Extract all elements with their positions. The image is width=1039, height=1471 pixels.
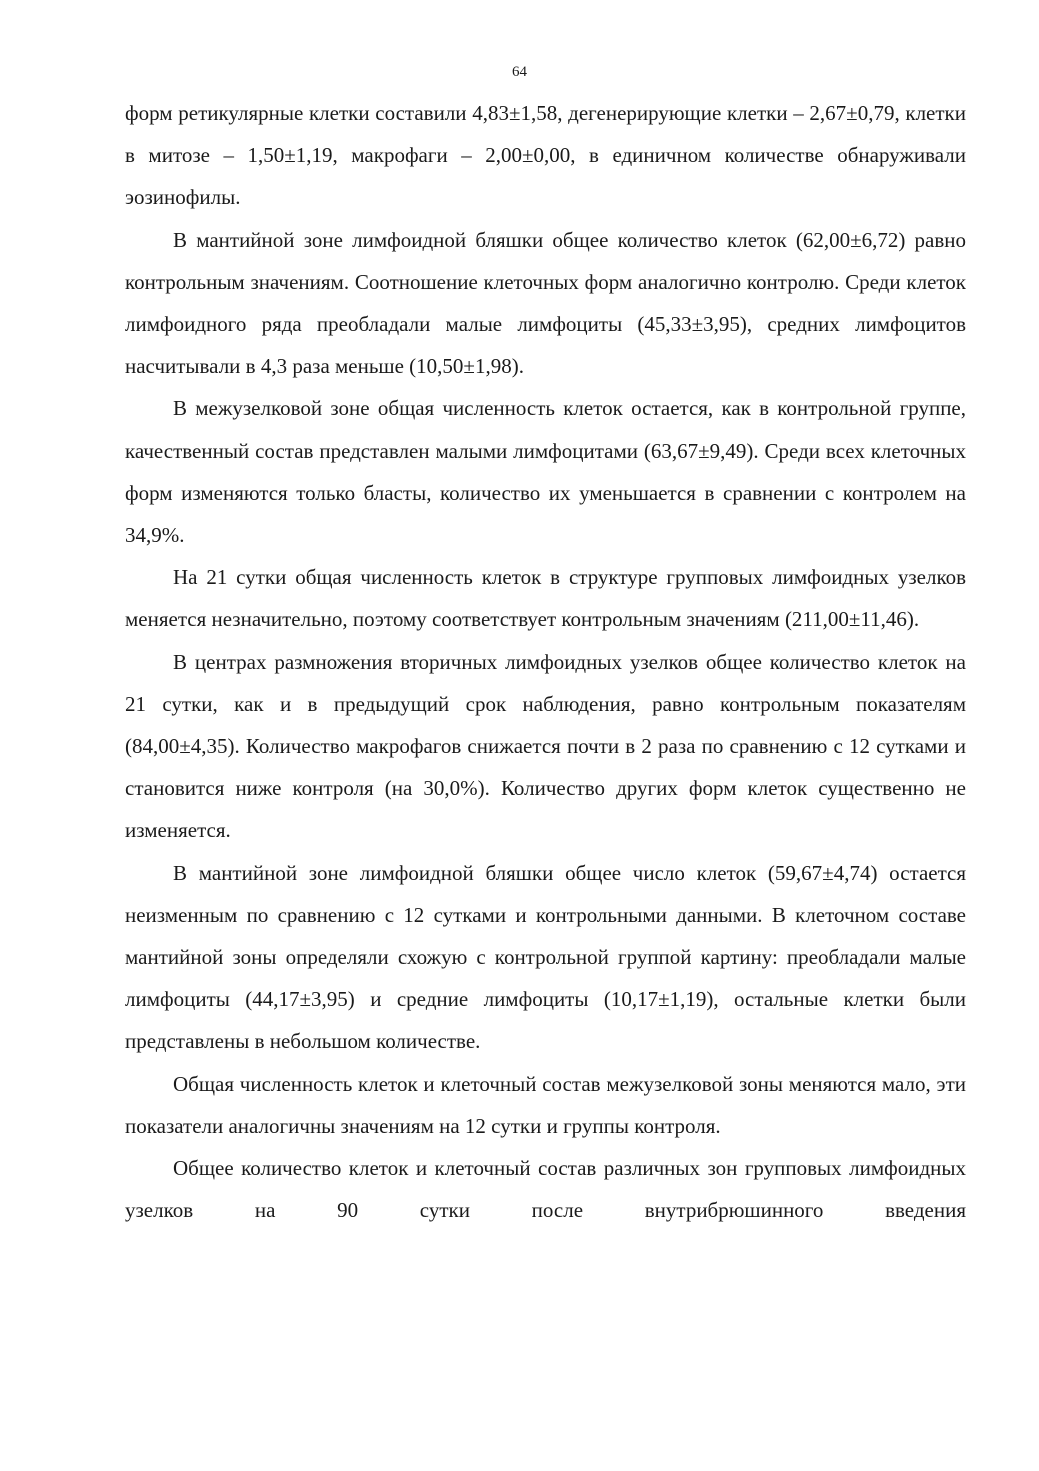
paragraph-1: форм ретикулярные клетки составили 4,83±1,58, дегенерирующие клетки – 2,67±0,79, клетки в митозе – 1,50±1,19, макрофаги – 2,00±0,00, в единичном количестве обнаруживали эозинофилы. [125, 101, 966, 210]
paragraph-4: На 21 сутки общая численность клеток в структуре групповых лимфоидных узелков меняется незначительно, поэтому соответствует контрольным значениям (211,00±11,46). [125, 565, 966, 632]
paragraph-5: В центрах размножения вторичных лимфоидных узелков общее количество клеток на 21 сутки, как и в предыдущий срок наблюдения, равно контрольным показателям (84,00±4,35). Количество макрофагов снижается почти в 2 раза по сравнению с 12 сутками и становится ниже контроля (на 30,0%). Количество других форм клеток существенно не изменяется. [125, 649, 966, 843]
paragraph-6: В мантийной зоне лимфоидной бляшки общее число клеток (59,67±4,74) остается неизменным по сравнению с 12 сутками и контрольными данными. В клеточном составе мантийной зоны определяли схожую с контрольной группой картину: преобладали малые лимфоциты (44,17±3,95) и средние лимфоциты (10,17±1,19), остальные клетки были представлены в небольшом количестве. [125, 860, 966, 1054]
paragraph-8: Общее количество клеток и клеточный состав различных зон групповых лимфоидных узелков на 90 сутки после внутрибрюшинного введения [125, 1156, 966, 1223]
paragraph-2: В мантийной зоне лимфоидной бляшки общее количество клеток (62,00±6,72) равно контрольным значениям. Соотношение клеточных форм аналогично контролю. Среди клеток лимфоидного ряда преобладали малые лимфоциты (45,33±3,95), средних лимфоцитов насчитывали в 4,3 раза меньше (10,50±1,98). [125, 227, 966, 379]
document-body [125, 92, 966, 1231]
paragraph-3: В межузелковой зоне общая численность клеток остается, как в контрольной группе, качественный состав представлен малыми лимфоцитами (63,67±9,49). Среди всех клеточных форм изменяются только бласты, количество их уменьшается в сравнении с контролем на 34,9%. [125, 396, 966, 548]
paragraph-7: Общая численность клеток и клеточный состав межузелковой зоны меняются мало, эти показатели аналогичны значениям на 12 сутки и группы контроля. [125, 1071, 966, 1138]
page-number: 64 [512, 64, 527, 80]
